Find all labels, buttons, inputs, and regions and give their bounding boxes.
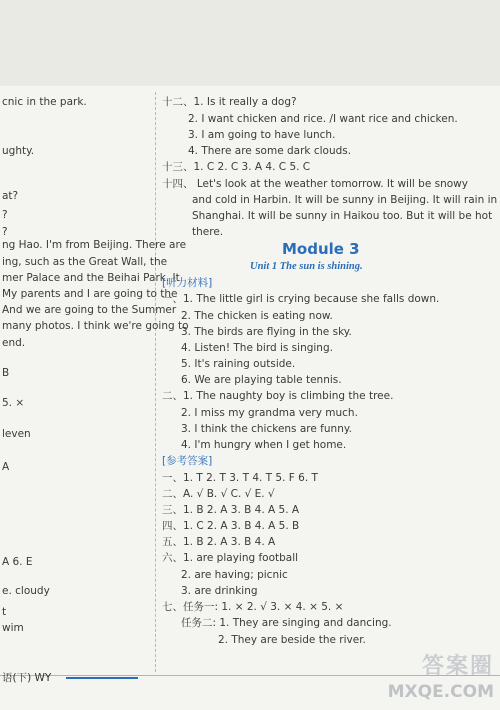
answer-line: 2. They are beside the river. [218,634,366,646]
answer-line: 一、1. T 2. T 3. T 4. T 5. F 6. T [162,472,318,484]
answer-line: 5. It's raining outside. [181,358,296,370]
left-line: My parents and I are going to the [2,288,178,300]
answer-line: 2. I miss my grandma very much. [181,407,358,419]
left-line: end. [2,337,26,349]
left-line: many photos. I think we're going to [2,320,189,332]
answer-line: 3. The birds are flying in the sky. [181,326,352,338]
left-line: ing, such as the Great Wall, the [2,256,168,268]
column-divider [155,92,156,672]
answer-line: 十四、 Let's look at the weather tomorrow. It will be snowy [162,178,468,190]
left-line: 5. × [2,397,25,409]
answer-line: Shanghai. It will be sunny in Haikou too. But it will be hot [192,210,493,222]
section-heading: [听力材料] [162,277,213,289]
answer-line: 6. We are playing table tennis. [181,374,342,386]
left-line: ? [2,226,8,238]
answer-line: 五、1. B 2. A 3. B 4. A [162,536,276,548]
answer-line: 4. I'm hungry when I get home. [181,439,347,451]
left-line: e. cloudy [2,585,50,597]
top-band [0,0,500,86]
unit-title: Unit 1 The sun is shining. [250,261,363,272]
answer-line: 十二、1. Is it really a dog? [162,96,297,108]
answer-line: 七、任务一: 1. × 2. √ 3. × 4. × 5. × [162,601,344,613]
answer-line: 二、1. The naughty boy is climbing the tree. [162,390,394,402]
left-line: at? [2,190,19,202]
answer-line: 二、A. √ B. √ C. √ E. √ [162,488,275,500]
left-line: cnic in the park. [2,96,87,108]
footer-rule [66,677,138,679]
footer-text: 语(下) WY [2,672,52,684]
answer-line: 2. I want chicken and rice. /I want rice and chicken. [188,113,458,125]
left-line: A [2,461,10,473]
answer-line: 3. I am going to have lunch. [188,129,336,141]
left-line: ughty. [2,145,35,157]
answer-line: 3. I think the chickens are funny. [181,423,352,435]
answer-line: 十三、1. C 2. C 3. A 4. C 5. C [162,161,311,173]
left-line: t [2,606,7,618]
answer-line: 六、1. are playing football [162,552,299,564]
left-line: mer Palace and the Beihai Park. It [2,272,180,284]
left-line: And we are going to the Summer [2,304,177,316]
left-line: ? [2,209,8,221]
left-line: leven [2,428,31,440]
left-line: wim [2,622,24,634]
answer-line: 三、1. B 2. A 3. B 4. A 5. A [162,504,300,516]
section-heading: [参考答案] [162,455,213,467]
left-line: ng Hao. I'm from Beijing. There are [2,239,187,251]
watermark-site: MXQE.COM [387,682,494,702]
answer-line: there. [192,226,224,238]
answer-line: 任务二: 1. They are singing and dancing. [181,617,392,629]
answer-line: 4. There are some dark clouds. [188,145,352,157]
left-line: B [2,367,10,379]
module-title: Module 3 [282,240,360,258]
answer-line: 2. The chicken is eating now. [181,310,333,322]
answer-line: 3. are drinking [181,585,258,597]
answer-line: 2. are having; picnic [181,569,288,581]
answer-line: 一、1. The little girl is crying because she falls down. [162,293,440,305]
answer-line: 四、1. C 2. A 3. B 4. A 5. B [162,520,300,532]
answer-line: 4. Listen! The bird is singing. [181,342,333,354]
watermark-logo: 答案圈 [421,654,494,679]
answer-line: and cold in Harbin. It will be sunny in Beijing. It will rain in [192,194,498,206]
left-line: A 6. E [2,556,33,568]
